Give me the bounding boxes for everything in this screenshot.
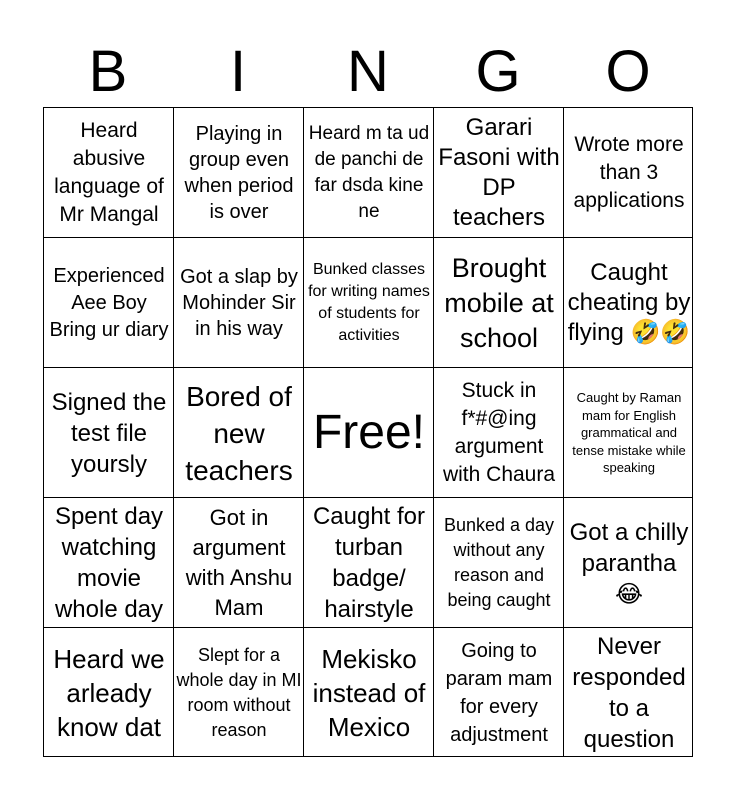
cell-text: Going to param mam for every adjustment: [445, 640, 553, 746]
cell-text: Wrote more than 3 applications: [573, 133, 685, 212]
cell-text: Got a slap by Mohinder Sir in his way: [180, 266, 298, 340]
bingo-cell-r1c2[interactable]: [174, 108, 304, 238]
bingo-cell-r5c2[interactable]: [174, 628, 304, 758]
bingo-header: [43, 40, 693, 104]
cell-text: Signed the test file yoursly: [51, 388, 167, 478]
bingo-cell-r5c4[interactable]: [434, 628, 564, 758]
bingo-cell-r2c3[interactable]: [304, 238, 434, 368]
bingo-cell-r3c1[interactable]: [44, 368, 174, 498]
bingo-cell-r3c5[interactable]: [564, 368, 694, 498]
header-letter-n: N: [347, 39, 389, 104]
bingo-cell-r5c3[interactable]: [304, 628, 434, 758]
bingo-cell-r3c4[interactable]: [434, 368, 564, 498]
bingo-cell-r1c1[interactable]: [44, 108, 174, 238]
free-space-label: Free!: [312, 406, 426, 459]
cell-text: Garari Fasoni with DP teachers: [438, 114, 560, 231]
cell-text: Got a chilly parantha 😂: [569, 518, 689, 608]
cell-text: Caught for turban badge/ hairstyle: [312, 503, 426, 623]
cell-text: Heard m ta ud de panchi de far dsda kine ne: [308, 123, 430, 222]
bingo-cell-r4c2[interactable]: [174, 498, 304, 628]
cell-text: Brought mobile at school: [444, 252, 554, 353]
cell-text: Never responded to a question: [572, 633, 686, 753]
bingo-cell-r4c4[interactable]: [434, 498, 564, 628]
bingo-cell-r2c1[interactable]: [44, 238, 174, 368]
bingo-cell-r1c4[interactable]: [434, 108, 564, 238]
bingo-cell-r4c1[interactable]: [44, 498, 174, 628]
header-letter-o: O: [605, 39, 651, 104]
header-letter-i: I: [229, 39, 247, 104]
cell-text: Bunked a day without any reason and being caught: [443, 515, 555, 610]
bingo-cell-r3c2[interactable]: [174, 368, 304, 498]
cell-text: Playing in group even when period is over: [184, 123, 294, 223]
bingo-cell-r2c5[interactable]: [564, 238, 694, 368]
bingo-cell-r1c3[interactable]: [304, 108, 434, 238]
bingo-cell-r4c5[interactable]: [564, 498, 694, 628]
cell-text: Bunked classes for writing names of students for activities: [308, 261, 430, 344]
cell-text: Slept for a whole day in MI room without reason: [176, 645, 302, 740]
cell-text: Caught by Raman mam for English grammatical and tense mistake while speaking: [572, 390, 686, 476]
cell-text: Spent day watching movie whole day: [54, 503, 164, 623]
cell-text: Experienced Aee Boy Bring ur diary: [49, 264, 169, 341]
header-letter-b: B: [88, 39, 128, 104]
cell-text: Caught cheating by flying 🤣🤣: [567, 259, 691, 346]
bingo-cell-r5c1[interactable]: [44, 628, 174, 758]
bingo-cell-r4c3[interactable]: [304, 498, 434, 628]
cell-text: Heard we arleady know dat: [53, 644, 165, 742]
bingo-cell-r1c5[interactable]: [564, 108, 694, 238]
bingo-cell-r2c4[interactable]: [434, 238, 564, 368]
bingo-card: [43, 107, 693, 757]
header-letter-g: G: [475, 39, 521, 104]
bingo-cell-r5c5[interactable]: [564, 628, 694, 758]
cell-text: Bored of new teachers: [185, 380, 293, 486]
cell-text: Stuck in f*#@ing argument with Chaura: [442, 379, 556, 486]
cell-text: Got in argument with Anshu Mam: [185, 505, 293, 620]
cell-text: Mekisko instead of Mexico: [312, 644, 426, 742]
cell-text: Heard abusive language of Mr Mangal: [54, 119, 164, 226]
free-space[interactable]: [304, 368, 434, 498]
bingo-cell-r2c2[interactable]: [174, 238, 304, 368]
